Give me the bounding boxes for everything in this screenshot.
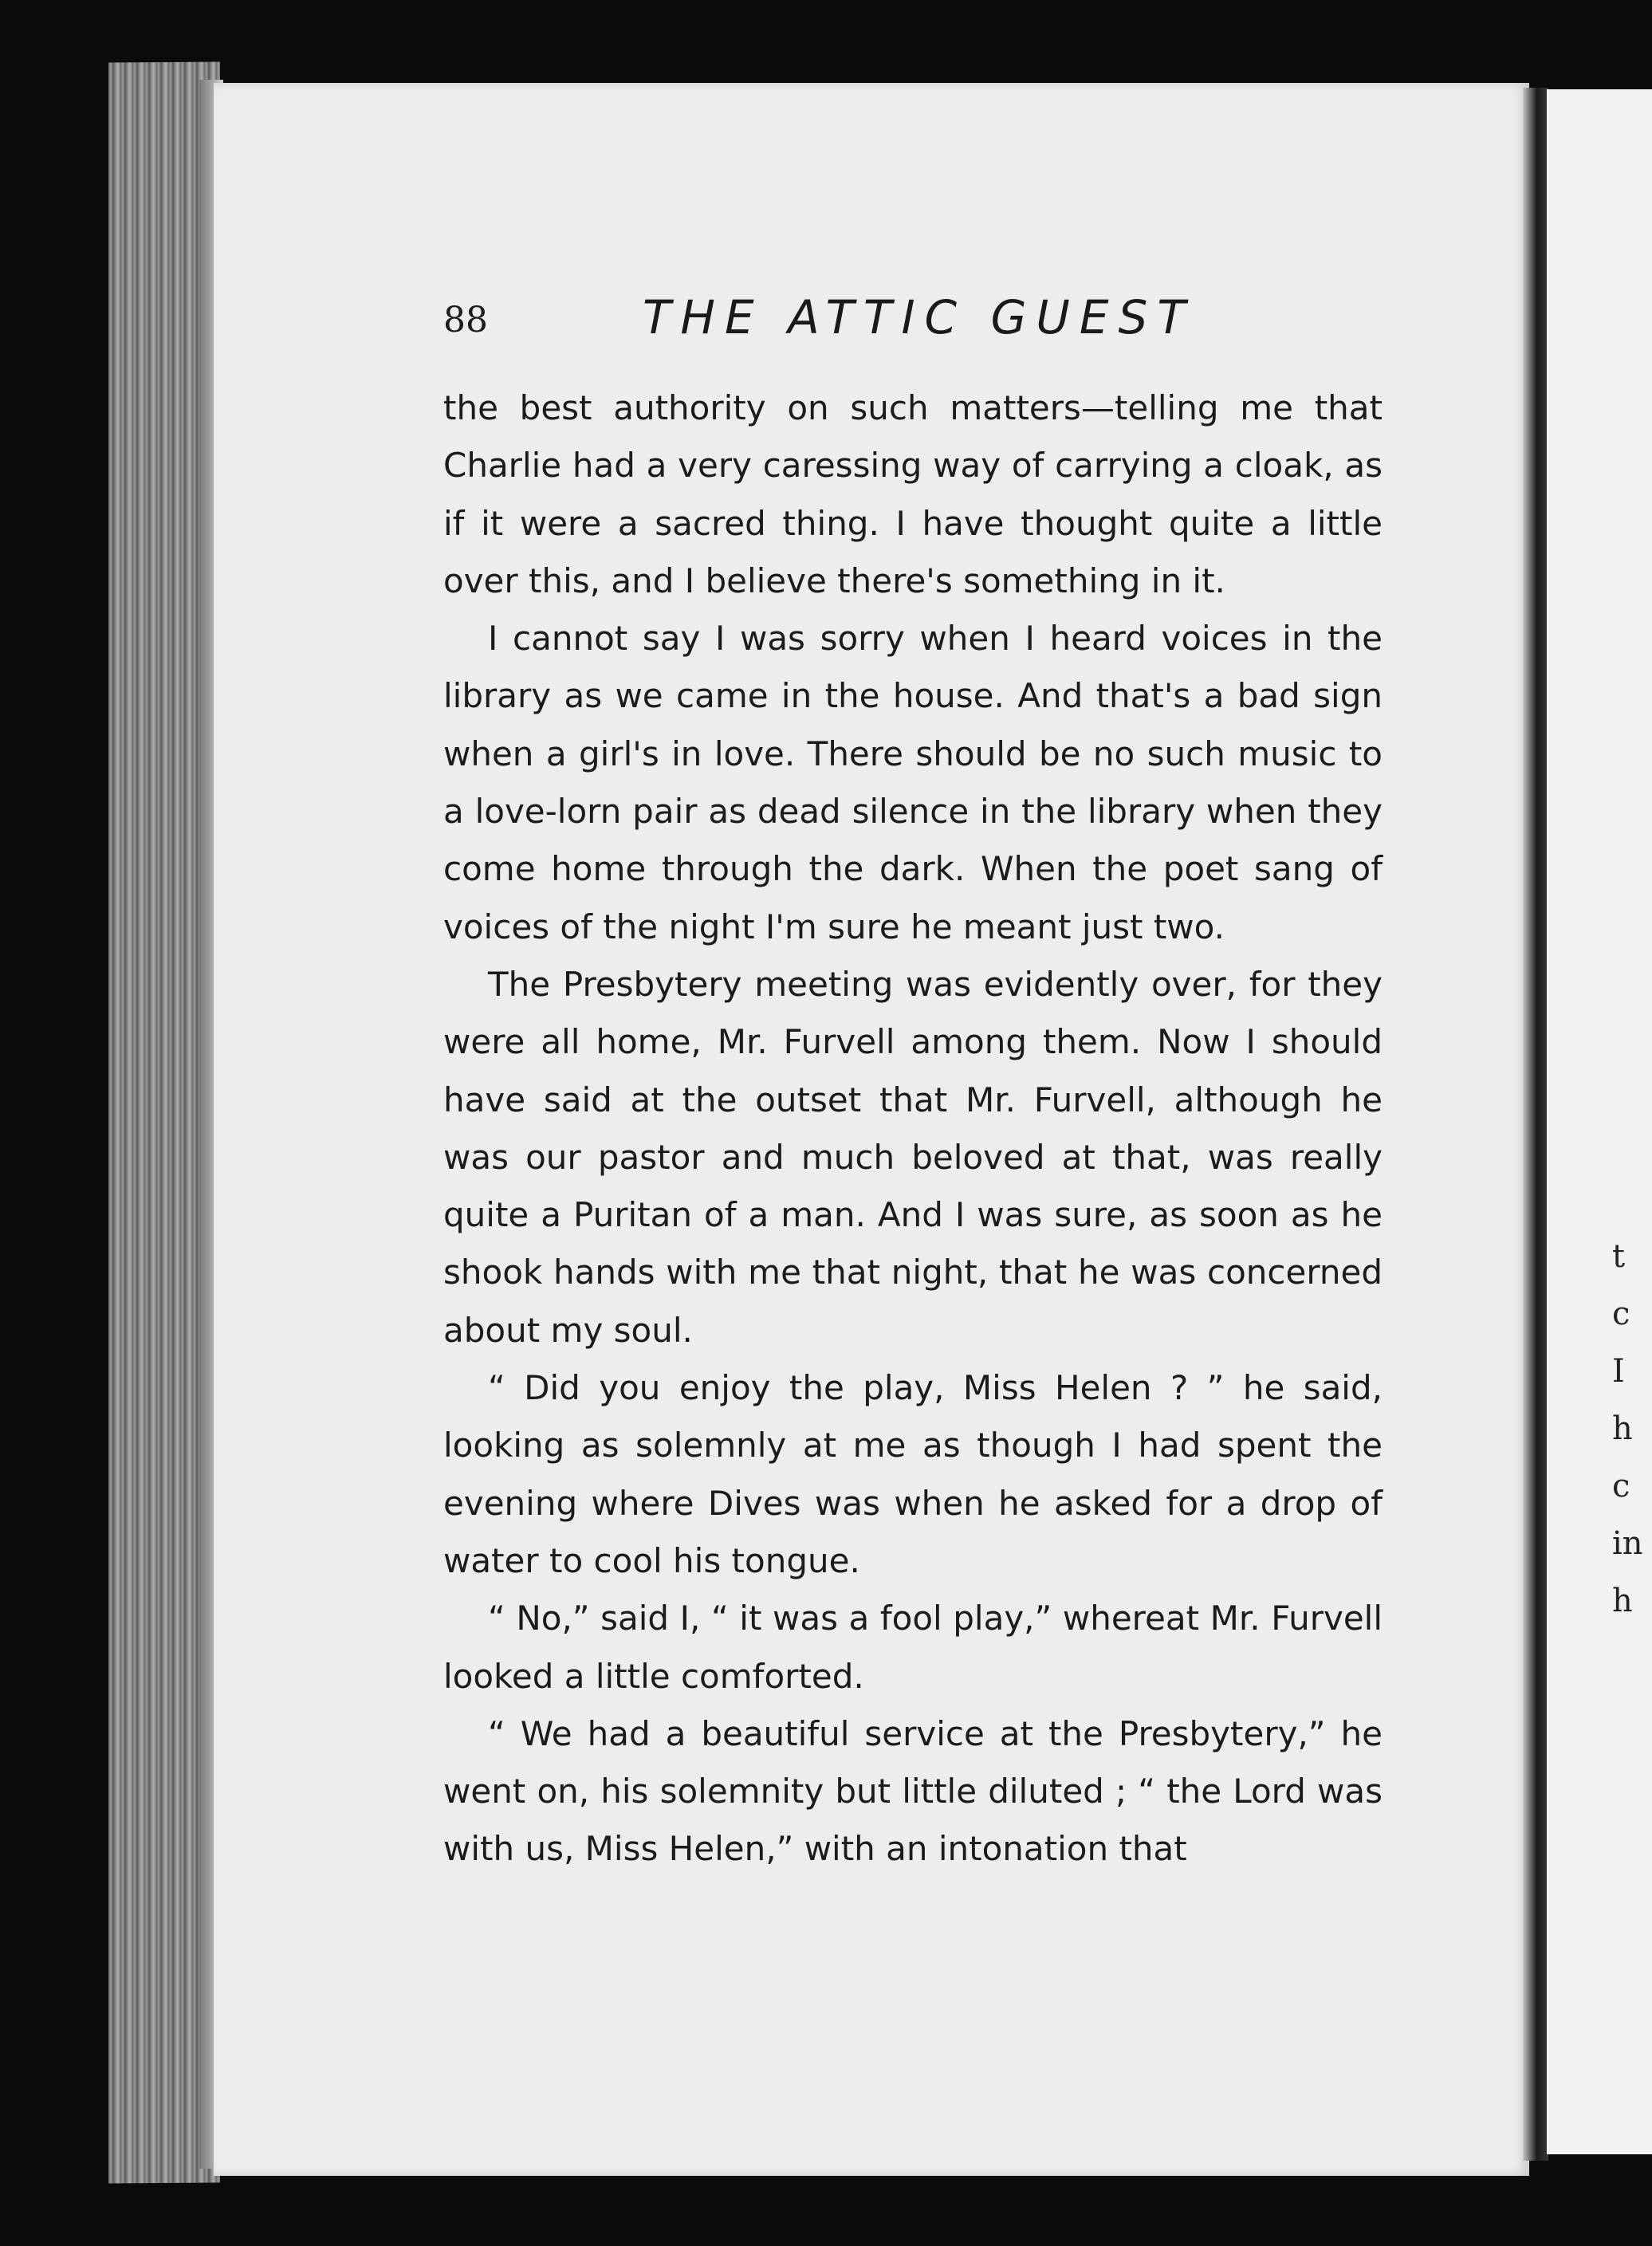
right-fragment: in (1612, 1525, 1643, 1562)
paragraph: “ No,” said I, “ it was a fool play,” whereat Mr. Furvell looked a little comforted. (443, 1599, 1383, 1696)
paragraph: The Presbytery meeting was evidently over, for they were all home, Mr. Furvell among them. Now I should have said at the outset that Mr. Furvell, although he was our pastor and much beloved at that, was really quite a Puritan of a man. And I was sure, as soon as he shook hands with me that night, that he was concerned about my soul. (443, 964, 1383, 1350)
page-number: 88 (443, 300, 488, 340)
right-fragment: t (1612, 1238, 1626, 1275)
right-fragment: c (1612, 1468, 1630, 1505)
right-page (1547, 89, 1652, 2154)
book-gutter (1523, 88, 1548, 2161)
page-header (443, 290, 1400, 354)
right-page-text-fragments (1612, 1228, 1652, 1630)
right-fragment: c (1612, 1296, 1630, 1332)
paragraph: I cannot say I was sorry when I heard voices in the library as we came in the house. And that's a bad sign when a girl's in love. There should be no such music to a love-lorn pair as dead silence in the library when they come home through the dark. When the poet sang of voices of the night I'm sure he meant just two. (443, 619, 1383, 946)
paragraph: the best authority on such matters—telling me that Charlie had a very caressing way of carrying a cloak, as if it were a sacred thing. I have thought quite a little over this, and I believe there's something in it. (443, 388, 1383, 600)
body-text (443, 380, 1383, 1878)
paragraph: “ Did you enjoy the play, Miss Helen ? ” he said, looking as solemnly at me as though I had spent the evening where Dives was when he asked for a drop of water to cool his tongue. (443, 1368, 1383, 1580)
right-fragment: h (1612, 1410, 1633, 1447)
paragraph: “ We had a beautiful service at the Presbytery,” he went on, his solemnity but little diluted ; “ the Lord was with us, Miss Helen,” with an intonation that (443, 1713, 1383, 1869)
running-title: THE ATTIC GUEST (643, 290, 1195, 344)
right-fragment: I (1612, 1353, 1625, 1390)
right-fragment: h (1612, 1583, 1633, 1619)
